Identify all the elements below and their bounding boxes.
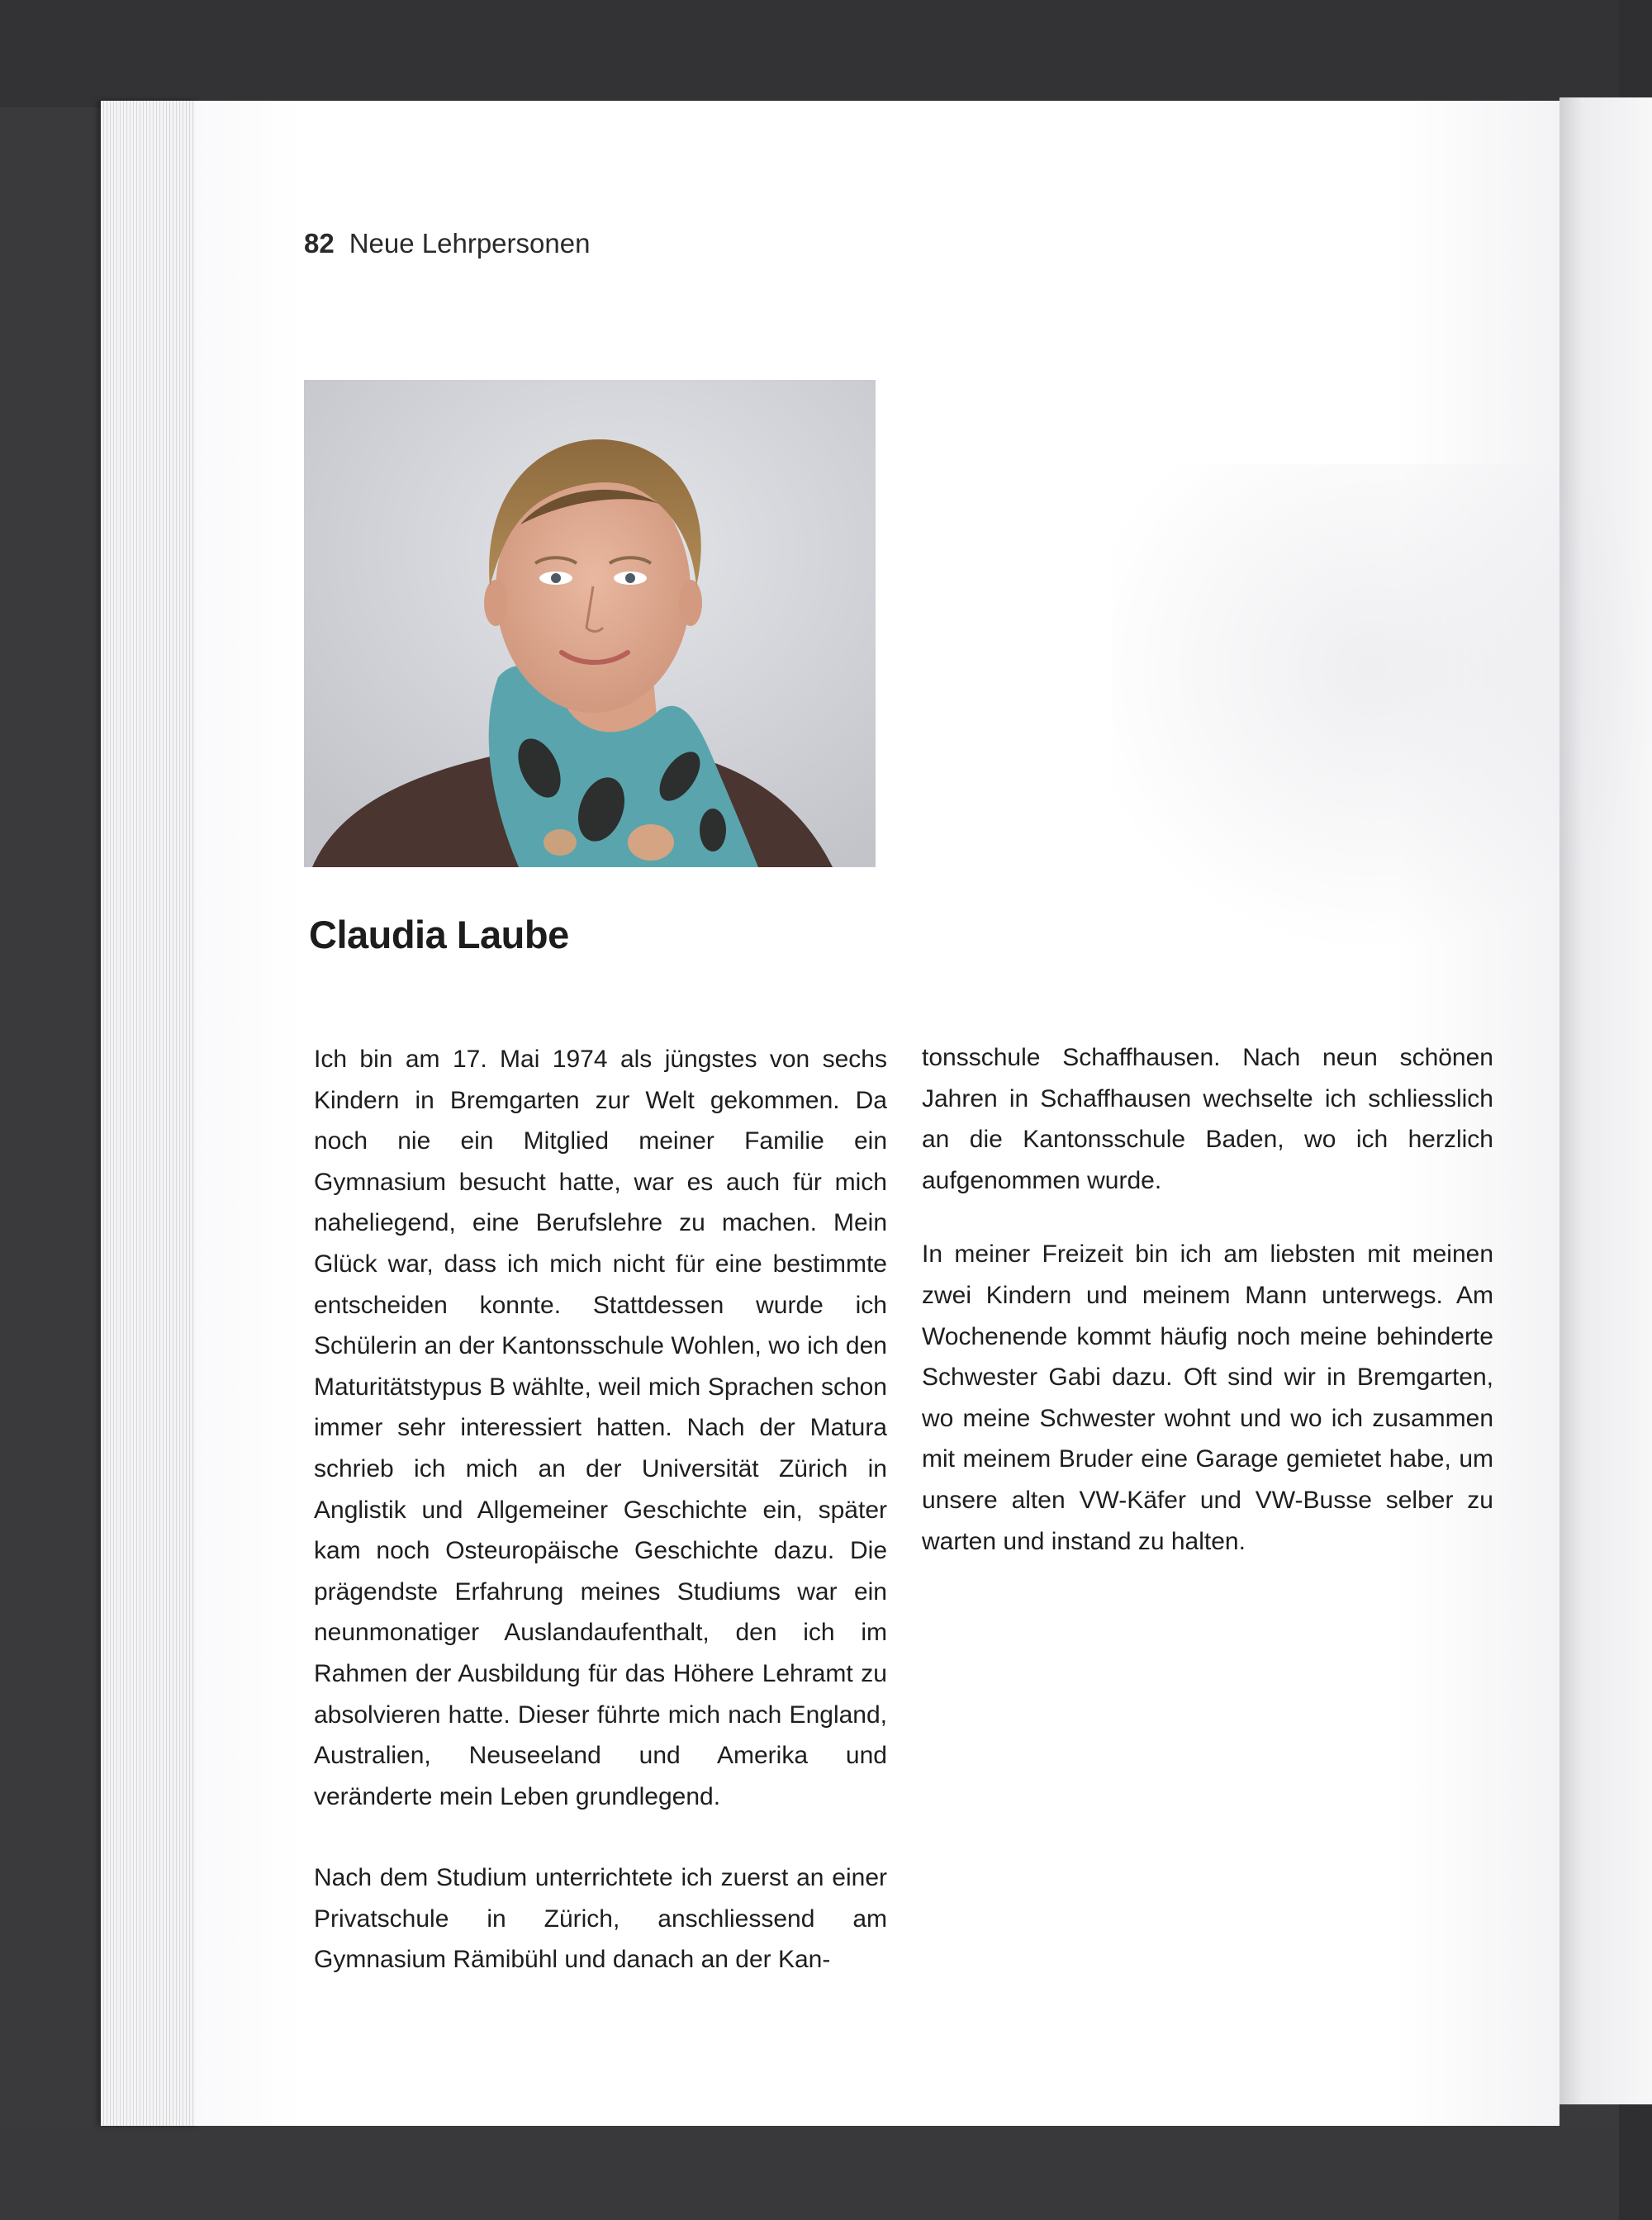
article-column-right: [922, 1037, 1493, 1562]
facing-page: [1559, 97, 1652, 2104]
section-title: Neue Lehrpersonen: [349, 228, 591, 259]
paragraph: Ich bin am 17. Mai 1974 als jüngstes von sechs Kindern in Bremgarten zur Welt gekommen. Da noch nie ein Mitglied meiner Familie ein Gymnasium besucht hatte, war es auch für mich naheliegend, eine Berufslehre zu machen. Mein Glück war, dass ich mich nicht für eine bestimmte entscheiden konnte. Stattdessen wurde ich Schülerin an der Kantonsschule Wohlen, wo ich den Maturitätstypus B wählte, weil mich Sprachen schon immer sehr interessiert hatten. Nach der Matura schrieb ich mich an der Universität Zürich in Anglistik und Allgemeiner Geschichte ein, später kam noch Osteuropäische Geschichte dazu. Die prägendste Erfahrung meines Studiums war ein neunmonatiger Auslandaufenthalt, den ich im Rahmen der Ausbildung für das Höhere Lehramt zu absolvieren hatte. Dieser führte mich nach England, Australien, Neuseeland und Amerika und veränderte mein Leben grundlegend.: [314, 1046, 887, 1810]
article-column-left: [314, 1039, 887, 1980]
paragraph: In meiner Freizeit bin ich am liebsten mit meinen zwei Kindern und meinem Mann unterwegs. Am Wochenende kommt häufig noch meine behinderte Schwester Gabi dazu. Oft sind wir in Bremgarten, wo meine Schwester wohnt und wo ich zusammen mit meinem Bruder eine Garage gemietet habe, um unsere alten VW-Käfer und VW-Busse selber zu warten und instand zu halten.: [922, 1240, 1493, 1555]
person-name: Claudia Laube: [309, 913, 569, 956]
scan-background-top: [0, 0, 1652, 107]
book-page-edges: [101, 101, 200, 2126]
page-number: 82: [304, 228, 335, 259]
portrait-photo: [304, 380, 876, 867]
scan-background-bottom: [0, 2129, 1652, 2220]
running-head: [304, 228, 590, 259]
paragraph: Nach dem Studium unterrichtete ich zuerst an einer Privatschule in Zürich, anschliessend am Gymnasium Rämibühl und danach an der Kan-: [314, 1864, 887, 1974]
show-through-shadow: [1112, 464, 1652, 976]
paragraph: tonsschule Schaffhausen. Nach neun schönen Jahren in Schaffhausen wechselte ich schliesslich an die Kantonsschule Baden, wo ich herzlich aufgenommen wurde.: [922, 1044, 1493, 1194]
